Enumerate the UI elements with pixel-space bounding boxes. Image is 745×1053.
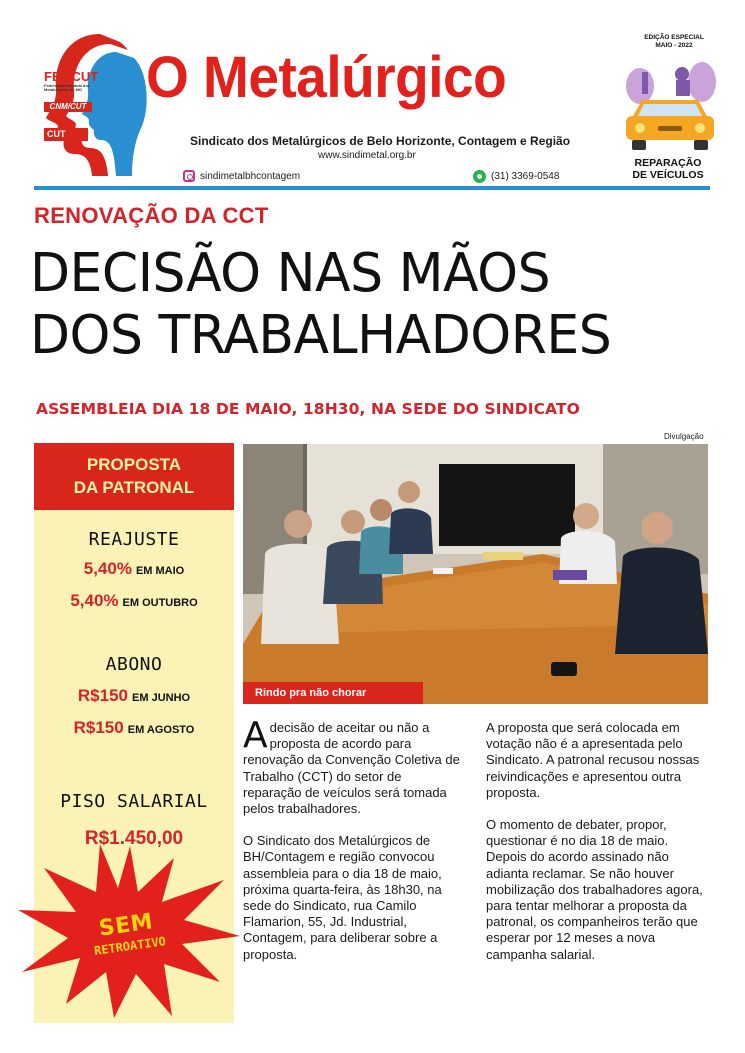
article-column-2	[486, 720, 708, 979]
sector-line-1: REPARAÇÃO	[634, 157, 702, 169]
reajuste-section	[34, 529, 234, 618]
reajuste-2-value: 5,40%	[70, 591, 119, 610]
proposal-title-line-2: DA PATRONAL	[73, 478, 195, 497]
reajuste-row-1	[34, 554, 234, 586]
instagram-handle[interactable]	[183, 169, 300, 183]
burst-text-sem: SEM	[97, 909, 155, 942]
article-kicker: RENOVAÇÃO DA CCT	[34, 203, 269, 228]
sector-label	[618, 157, 718, 181]
piso-value: R$1.450,00	[84, 828, 184, 849]
edition-info	[630, 34, 718, 51]
headline-line-2: DOS TRABALHADORES	[30, 305, 612, 367]
abono-section	[34, 654, 234, 745]
whatsapp-text: (31) 3369-0548	[491, 170, 560, 182]
abono-1-value: R$150	[77, 686, 129, 705]
instagram-text: sindimetalbhcontagem	[200, 170, 301, 182]
reajuste-label: REAJUSTE	[88, 529, 180, 550]
article-paragraph-2: O Sindicato dos Metalúrgicos de BH/Contagem e região convocou assembleia para o dia 18 de maio, próxima quarta-feira, às 18h30, na sede do Sindicato, rua Camilo Flamarion, 55, Jd. Industrial, Contagem, para deliberar sobre a proposta.	[243, 833, 442, 962]
meeting-photo	[243, 444, 708, 704]
proposal-title-line-1: PROPOSTA	[86, 455, 182, 474]
femcut-logo: FEMCUT	[44, 69, 99, 84]
reajuste-row-2	[34, 586, 234, 618]
whatsapp-contact[interactable]	[473, 169, 559, 183]
headline-line-1: DECISÃO NAS MÃOS	[30, 243, 551, 305]
abono-2-when: EM AGOSTO	[127, 724, 195, 736]
cut-logo: CUT	[44, 128, 88, 141]
article-column-1	[243, 715, 463, 979]
article-paragraph-3: A proposta que será colocada em votação não é a apresentada pelo Sindicato. A patronal recusou nossas reivindicações e apresentou outra proposta.	[486, 720, 700, 800]
piso-label: PISO SALARIAL	[60, 791, 208, 812]
article-headline	[30, 243, 720, 367]
abono-1-when: EM JUNHO	[132, 692, 191, 704]
sector-line-2: DE VEÍCULOS	[632, 169, 704, 182]
header-divider	[34, 186, 710, 190]
federation-logos	[44, 69, 99, 141]
article-paragraph-1	[243, 715, 463, 817]
femcut-logo-subtitle: Federação Estadual dos Metalúrgicos de MG	[44, 83, 91, 93]
edition-type: EDIÇÃO ESPECIAL	[644, 34, 704, 41]
car-repair-illustration	[622, 58, 718, 158]
photo-caption: Rindo pra não chorar	[243, 682, 423, 704]
burst-text-retroativo: RETROATIVO	[93, 934, 167, 958]
union-name: Sindicato dos Metalúrgicos de Belo Horizonte, Contagem e Região	[190, 134, 571, 148]
abono-row-2	[34, 713, 234, 745]
reajuste-1-when: EM MAIO	[135, 565, 185, 577]
proposal-title	[34, 443, 234, 510]
edition-date: MAIO - 2022	[655, 42, 693, 50]
photo-credit: Divulgação	[664, 432, 704, 441]
reajuste-1-value: 5,40%	[83, 559, 132, 578]
union-website[interactable]: www.sindimetal.org.br	[318, 150, 416, 161]
reajuste-2-when: EM OUTUBRO	[122, 597, 198, 609]
cnmcut-logo: CNM/CUT	[44, 102, 92, 112]
article-paragraph-4: O momento de debater, propor, questionar é no dia 18 de maio. Depois do acordo assinado não adianta reclamar. Se não houver mobilização dos trabalhadores agora, para tentar melhorar a proposta da patronal, os companheiros terão que esperar por 12 meses a nova campanha salarial.	[486, 817, 703, 962]
abono-row-1	[34, 681, 234, 713]
instagram-icon	[183, 170, 195, 182]
article-paragraph-1-text: decisão de aceitar ou não a proposta de acordo para renovação da Convenção Coletiva de Trabalho (CCT) do setor de reparação de veículos será tomada pelos trabalhadores.	[243, 720, 460, 817]
whatsapp-icon	[473, 170, 486, 183]
article-subhead: ASSEMBLEIA DIA 18 DE MAIO, 18H30, NA SEDE DO SINDICATO	[36, 400, 580, 418]
drop-cap: A	[243, 715, 268, 756]
abono-2-value: R$150	[73, 718, 124, 737]
masthead-title: O Metalúrgico	[146, 43, 507, 110]
abono-label: ABONO	[105, 654, 163, 675]
